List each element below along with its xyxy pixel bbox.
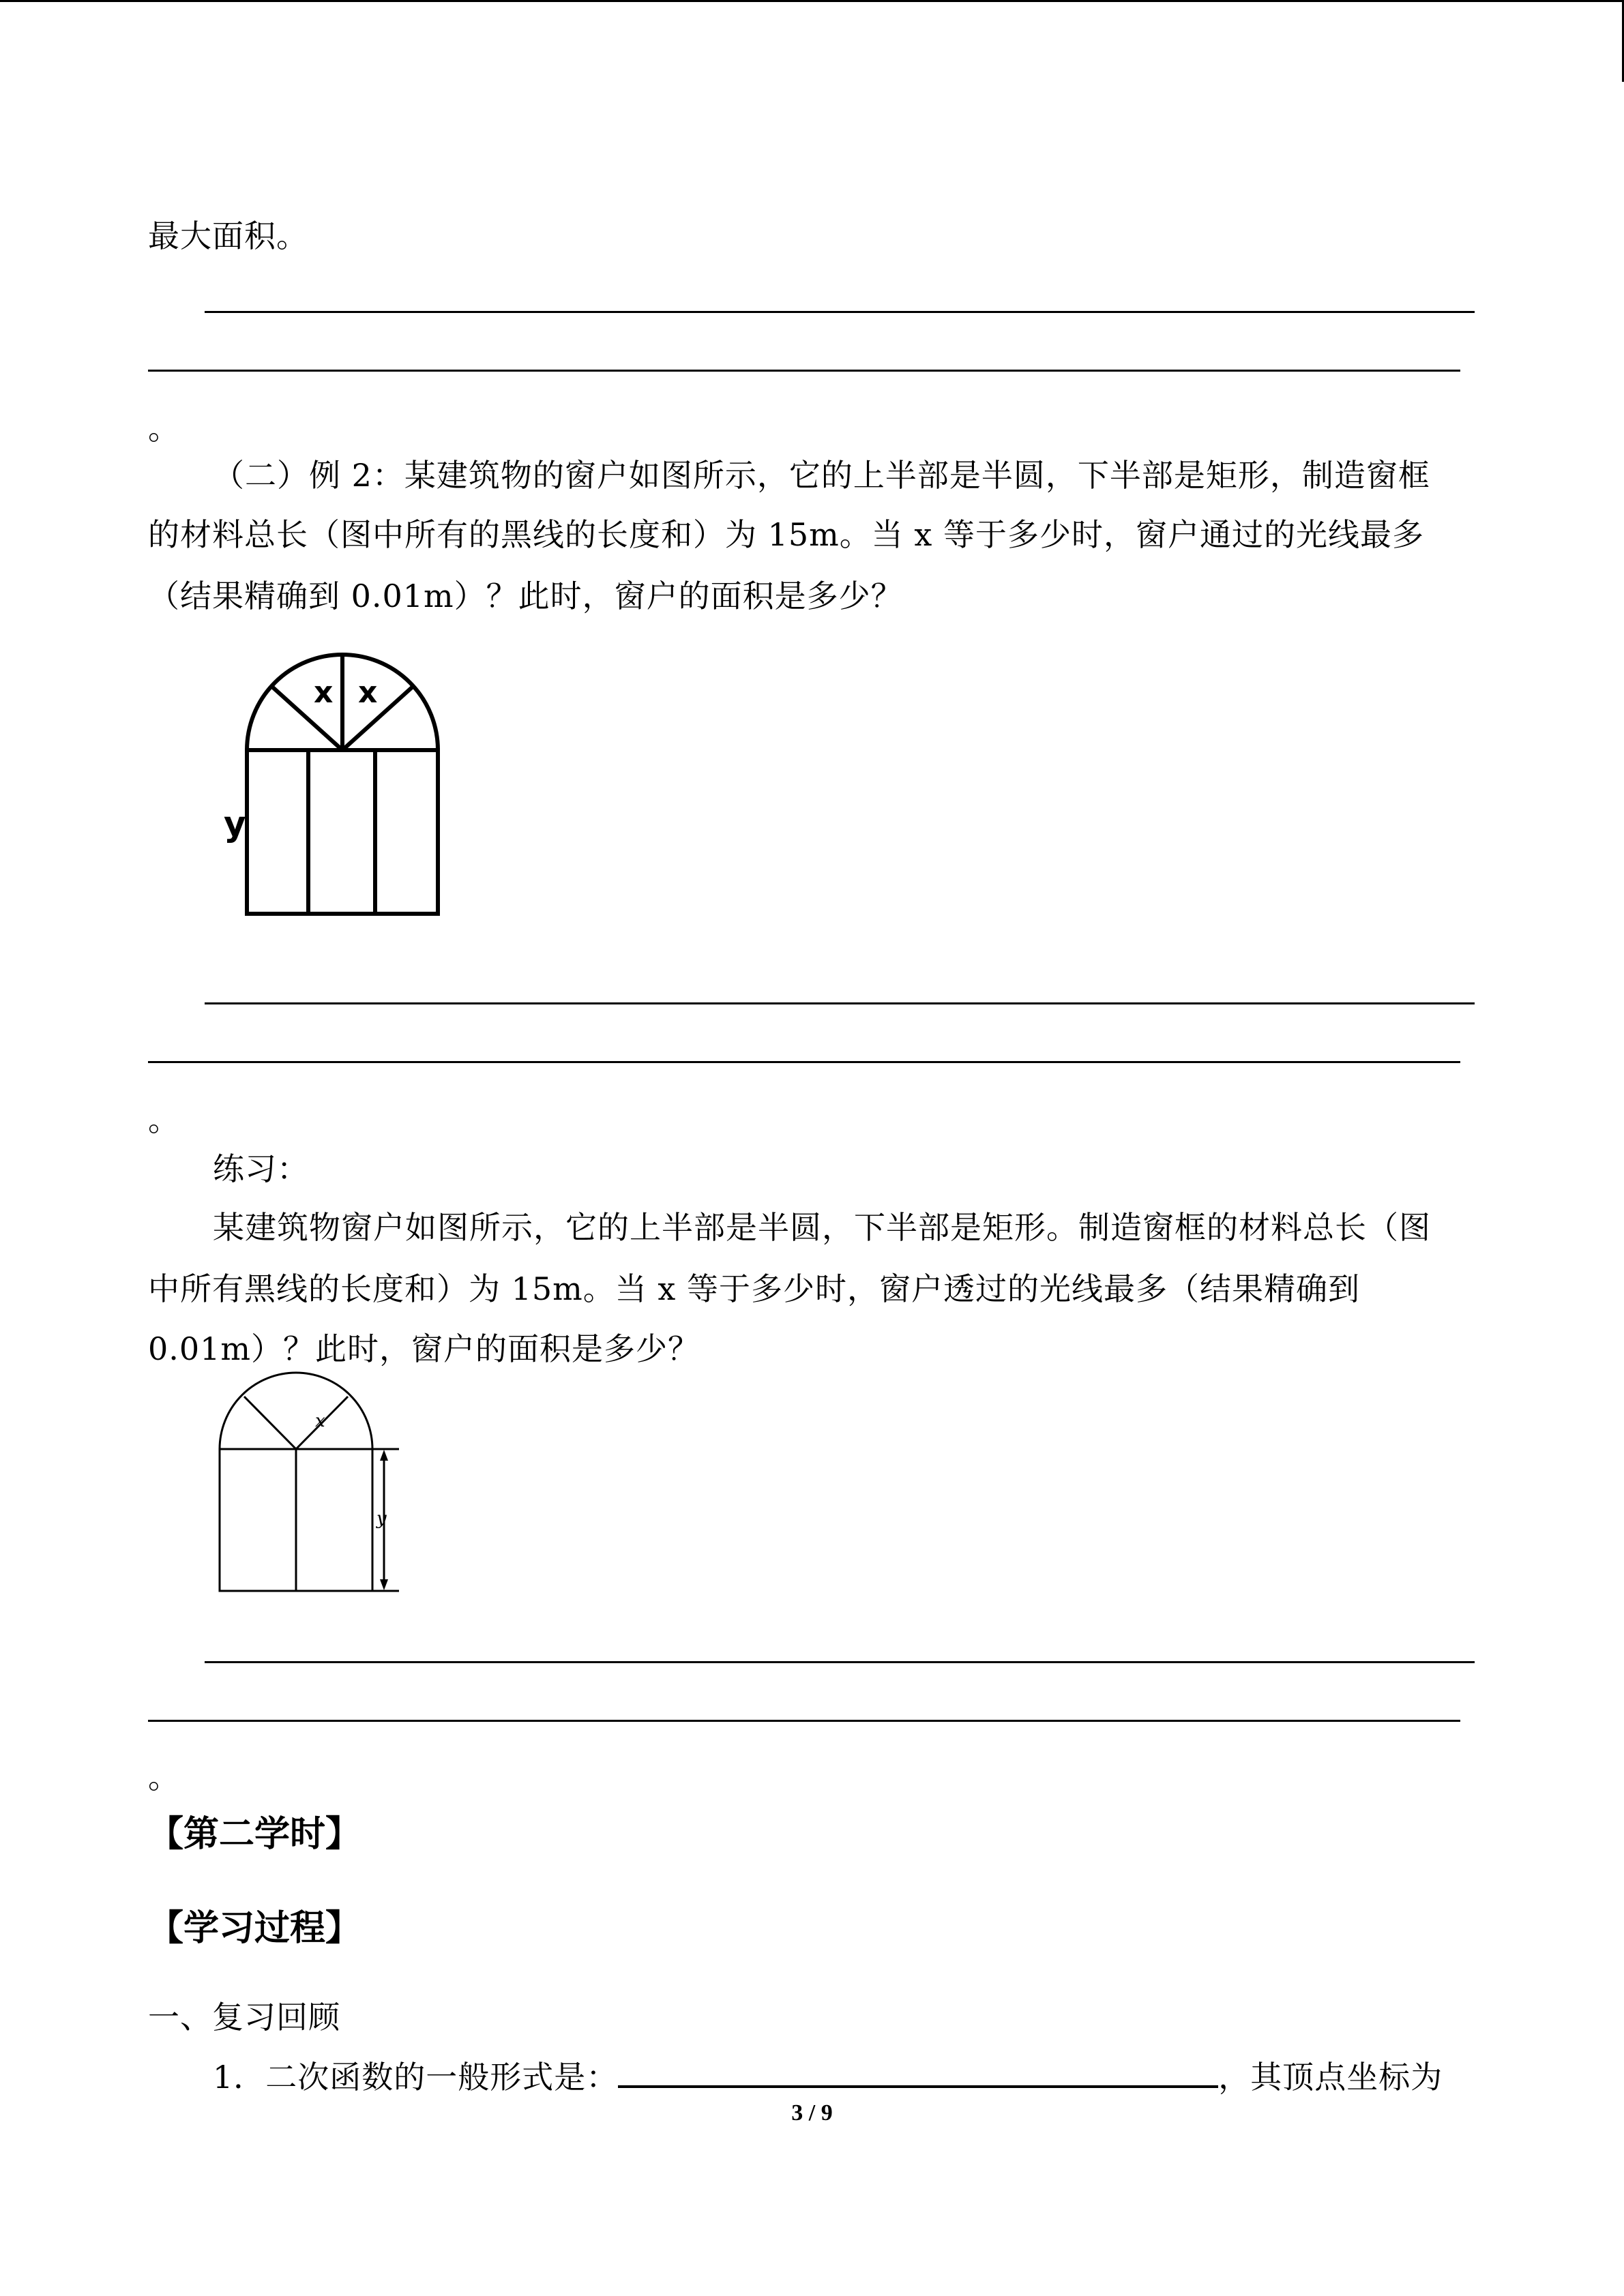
- example2-line1: （二）例 2：某建筑物的窗户如图所示，它的上半部是半圆，下半部是矩形，制造窗框: [213, 457, 1430, 494]
- answer-line-2a: [205, 1002, 1475, 1004]
- practice-line1: 某建筑物窗户如图所示，它的上半部是半圆，下半部是矩形。制造窗框的材料总长（图: [213, 1209, 1431, 1246]
- page-number: 3 / 9: [791, 2100, 833, 2126]
- practice-line2: 中所有黑线的长度和）为 15m。当 x 等于多少时，窗户透过的光线最多（结果精确到: [148, 1270, 1360, 1307]
- question-1: [213, 2055, 1443, 2098]
- answer-line-2b: [148, 1061, 1460, 1063]
- practice-line3: 0.01m）？此时，窗户的面积是多少？: [148, 1330, 700, 1367]
- fig1-label-x1: x: [314, 675, 334, 710]
- fig2-label-y: y: [377, 1508, 387, 1529]
- period-mark-2: 。: [148, 1101, 180, 1138]
- fig2-label-x: x: [315, 1411, 325, 1431]
- window-figure-2: [205, 1377, 409, 1596]
- page-top-border: [0, 0, 1624, 2]
- period-mark-3: 。: [148, 1759, 180, 1795]
- section2-title: 【第二学时】: [148, 1814, 361, 1855]
- process-title: 【学习过程】: [148, 1908, 361, 1949]
- answer-line-3b: [148, 1720, 1460, 1722]
- window-figure-1: [218, 641, 450, 927]
- answer-line-1b: [148, 370, 1460, 372]
- fig1-label-x2: x: [358, 675, 378, 710]
- intro-line: 最大面积。: [148, 218, 308, 254]
- question-1-suffix: ，其顶点坐标为: [1218, 2059, 1443, 2096]
- practice-title: 练习：: [213, 1150, 309, 1187]
- period-mark-1: 。: [148, 410, 180, 447]
- example2-line2: 的材料总长（图中所有的黑线的长度和）为 15m。当 x 等于多少时，窗户通过的光线最多: [148, 516, 1424, 553]
- fig1-label-y: y: [224, 804, 246, 844]
- review-title: 一、复习回顾: [148, 1999, 340, 2036]
- answer-line-1a: [205, 311, 1475, 313]
- question-1-blank[interactable]: [618, 2055, 1218, 2088]
- example2-line3: （结果精确到 0.01m）？此时，窗户的面积是多少？: [148, 578, 903, 614]
- answer-line-3a: [205, 1661, 1475, 1663]
- question-1-prefix: 1．二次函数的一般形式是：: [213, 2059, 619, 2096]
